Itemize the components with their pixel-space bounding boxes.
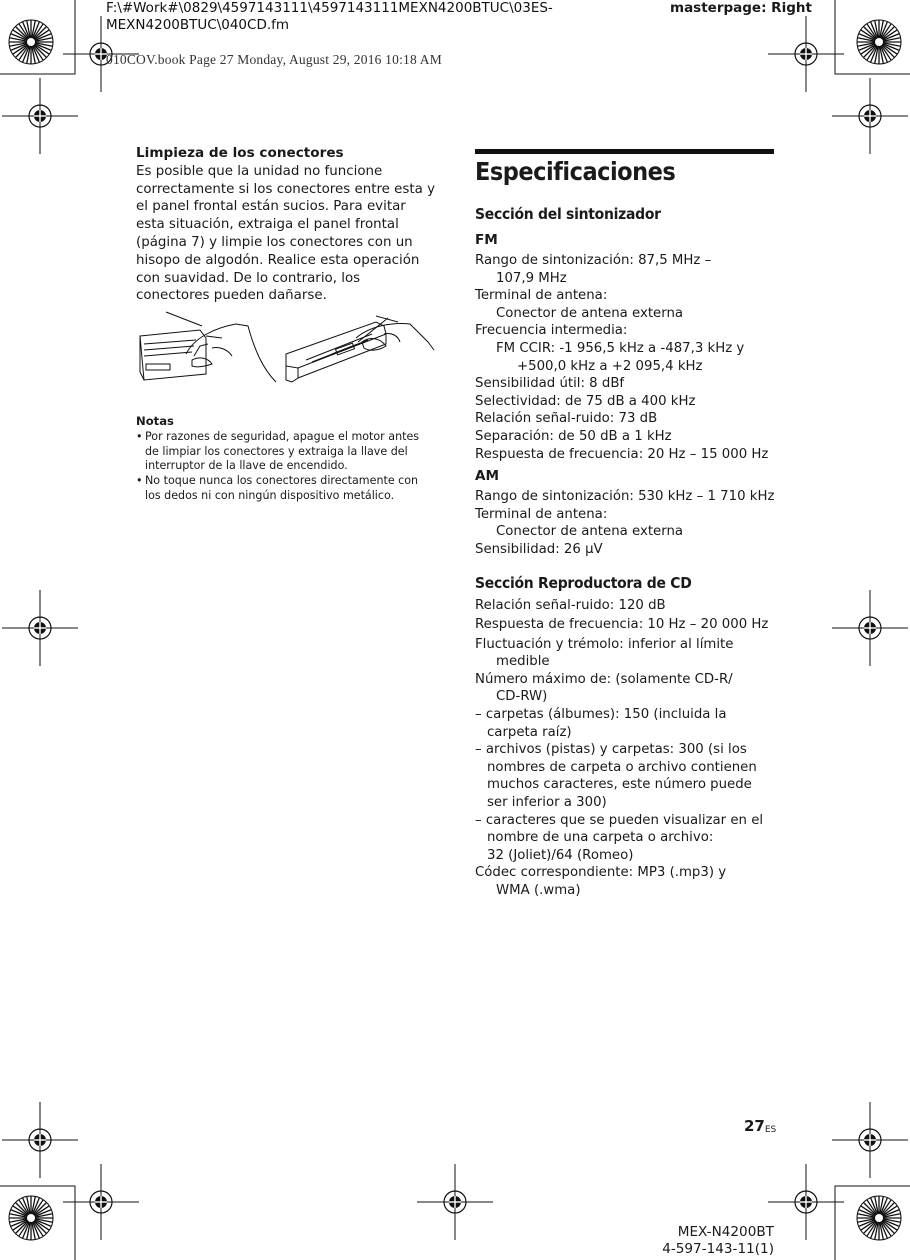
am-specs: [475, 488, 775, 558]
cd-max-characters: – caracteres que se pueden visualizar en el nombre de una carpeta o archivo: 32 (Joliet)/64 (Romeo): [475, 812, 764, 863]
connector-cleaning-section: [136, 145, 436, 305]
fm-intermediate-frequency: Frecuencia intermedia: FM CCIR: -1 956,5 kHz a -487,3 kHz y +500,0 kHz a +2 095,4 kHz: [475, 323, 745, 374]
fm-frequency-response: Respuesta de frecuencia: 20 Hz – 15 000 Hz: [475, 446, 769, 462]
am-sensitivity: Sensibilidad: 26 μV: [475, 541, 603, 557]
masterpage-label: masterpage: Right: [670, 0, 812, 16]
cd-snr: Relación señal-ruido: 120 dB: [475, 597, 666, 613]
connector-cleaning-illustration: [136, 308, 436, 390]
section-rule: [475, 149, 774, 154]
specifications-section: [475, 156, 775, 900]
model-info: [650, 1224, 774, 1258]
cd-max-folders: – carpetas (álbumes): 150 (incluida la carpeta raíz): [475, 707, 727, 740]
part-number: 4-597-143-11(1): [662, 1241, 774, 1257]
cd-max-number: Número máximo de: (solamente CD-R/ CD-RW): [475, 671, 733, 705]
cd-wow-flutter: Fluctuación y trémolo: inferior al límite medible: [475, 636, 734, 670]
tuner-section-heading: Sección del sintonizador: [475, 205, 661, 223]
fm-separation: Separación: de 50 dB a 1 kHz: [475, 428, 672, 444]
cd-specs: [475, 597, 775, 900]
fm-specs: [475, 252, 775, 463]
book-info-line: 010COV.book Page 27 Monday, August 29, 2016 10:18 AM: [106, 52, 442, 67]
page-language-suffix: ES: [764, 1125, 777, 1135]
notes-heading: Notas: [136, 414, 174, 428]
cd-max-files: – archivos (pistas) y carpetas: 300 (si los nombres de carpeta o archivo contienen muchos caracteres, este número puede ser inferior a 300): [475, 742, 757, 811]
connector-cleaning-heading: Limpieza de los conectores: [136, 145, 344, 161]
notes-section: [136, 414, 436, 504]
connector-cleaning-body: Es posible que la unidad no funcione correctamente si los conectores entre esta y el panel frontal están sucios. Para evitar esta situación, extraiga el panel frontal (página 7) y limpie los conectores con un hisopo de algodón. Realice esta operación con suavidad. De lo contrario, los conectores pueden dañarse.: [136, 163, 436, 304]
file-path-header: F:\#Work#\0829\4597143111\4597143111MEXN4200BTUC\03ES-MEXN4200BTUC\040CD.fm: [106, 0, 553, 33]
am-antenna-terminal: Terminal de antena: Conector de antena externa: [475, 506, 684, 540]
fm-selectivity: Selectividad: de 75 dB a 400 kHz: [475, 393, 696, 409]
fm-label: FM: [475, 232, 498, 248]
note-item: • No toque nunca los conectores directamente con los dedos ni con ningún dispositivo metálico.: [136, 474, 436, 504]
specifications-title: Especificaciones: [475, 157, 676, 186]
fm-tuning-range: Rango de sintonización: 87,5 MHz – 107,9 MHz: [475, 253, 712, 286]
fm-antenna-terminal: Terminal de antena: Conector de antena externa: [475, 288, 684, 321]
cd-codec: Códec correspondiente: MP3 (.mp3) y WMA (.wma): [475, 865, 727, 898]
am-label: AM: [475, 468, 500, 485]
model-number: MEX-N4200BT: [677, 1224, 774, 1240]
am-tuning-range: Rango de sintonización: 530 kHz – 1 710 kHz: [475, 489, 775, 505]
note-item: • Por razones de seguridad, apague el motor antes de limpiar los conectores y extraiga la llave del interruptor de la llave de encendido.: [136, 430, 436, 474]
page-number: $27_{ES}$: [744, 1117, 777, 1135]
cd-section-heading: Sección Reproductora de CD: [475, 573, 692, 592]
fm-snr: Relación señal-ruido: 73 dB: [475, 411, 658, 427]
fm-usable-sensitivity: Sensibilidad útil: 8 dBf: [475, 376, 625, 392]
cd-frequency-response: Respuesta de frecuencia: 10 Hz – 20 000 Hz: [475, 617, 769, 633]
